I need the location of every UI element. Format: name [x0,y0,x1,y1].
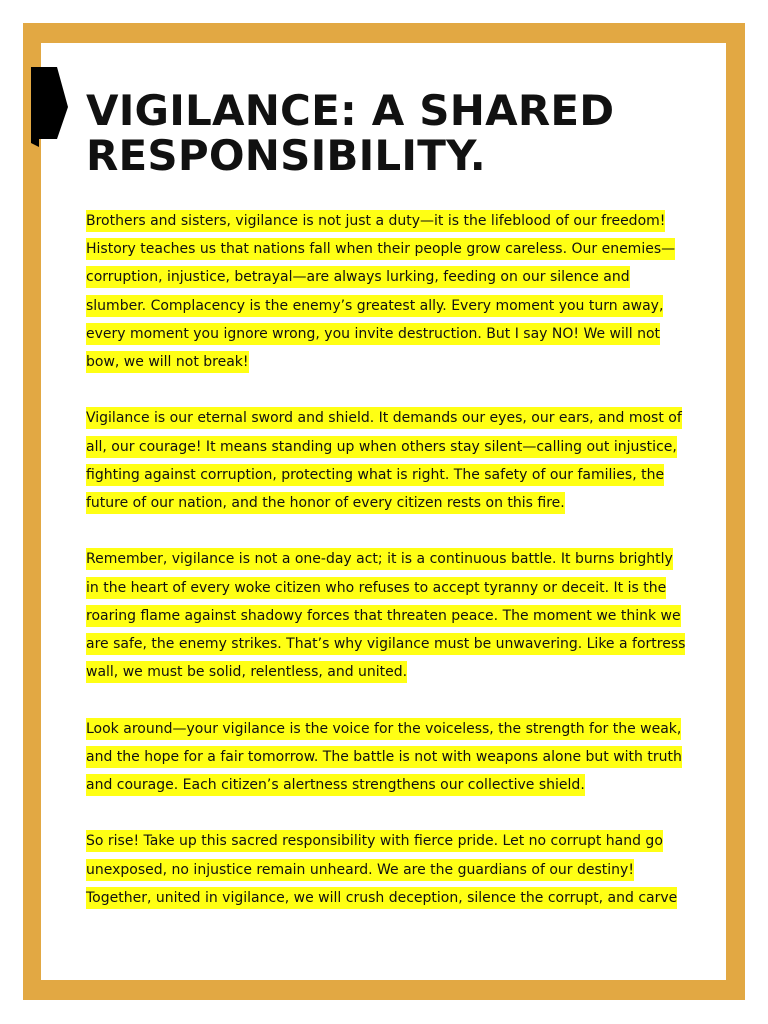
page-title: VIGILANCE: A SHARED RESPONSIBILITY. [86,86,615,180]
paragraph-3: Remember, vigilance is not a one-day act; it is a continuous battle. It burns brightly in the heart of every woke citizen who refuses to accept tyranny or deceit. It is the roaring flame against shadowy forces that threaten peace. The moment we think we are safe, the enemy strikes. That’s why vigilance must be unwavering. Like a fortress wall, we must be solid, relentless, and united. [86,545,686,686]
paragraph-4: Look around—your vigilance is the voice for the voiceless, the strength for the weak, and the hope for a fair tomorrow. The battle is not with weapons alone but with truth and courage. Each citizen’s alertness strengthens our collective shield. [86,715,686,800]
document-body [86,207,686,940]
title-marker-icon [31,67,68,147]
paragraph-2: Vigilance is our eternal sword and shield. It demands our eyes, our ears, and most of all, our courage! It means standing up when others stay silent—calling out injustice, fighting against corruption, protecting what is right. The safety of our families, the future of our nation, and the honor of every citizen rests on this fire. [86,404,686,517]
paragraph-1: Brothers and sisters, vigilance is not just a duty—it is the lifeblood of our freedom! History teaches us that nations fall when their people grow careless. Our enemies—corruption, injustice, betrayal—are always lurking, feeding on our silence and slumber. Complacency is the enemy’s greatest ally. Every moment you turn away, every moment you ignore wrong, you invite destruction. But I say NO! We will not bow, we will not break! [86,207,686,376]
paragraph-5: So rise! Take up this sacred responsibility with fierce pride. Let no corrupt hand go unexposed, no injustice remain unheard. We are the guardians of our destiny! Together, united in vigilance, we will crush deception, silence the corrupt, and carve [86,827,686,912]
